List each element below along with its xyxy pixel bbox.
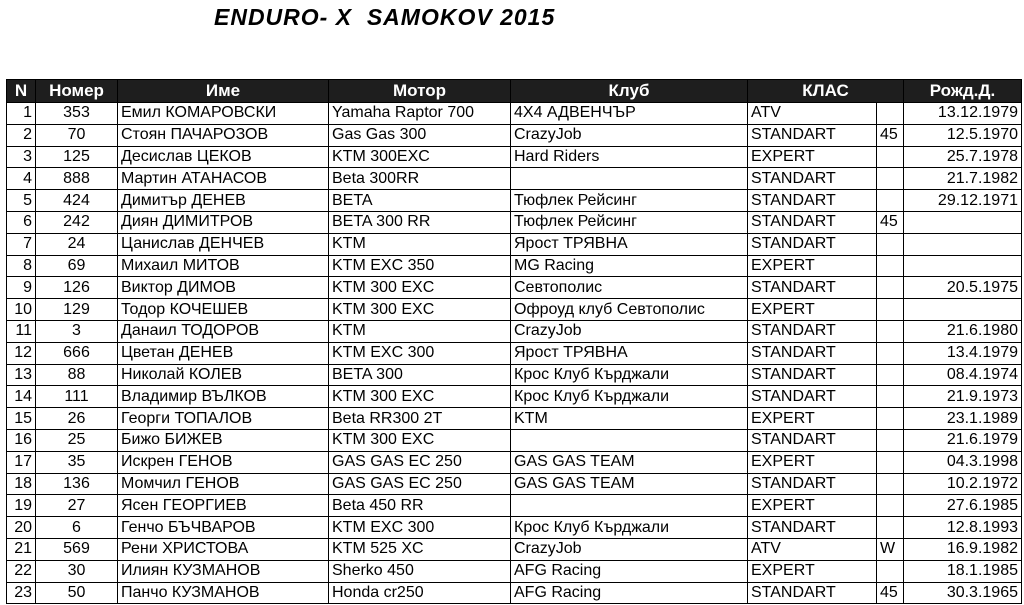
cell-club: CrazyJob: [511, 538, 748, 560]
cell-class: STANDART: [748, 386, 877, 408]
cell-n: 7: [7, 233, 36, 255]
cell-number: 30: [36, 560, 118, 582]
cell-extra: [877, 495, 904, 517]
header-row: [7, 80, 1022, 103]
table-row: [7, 190, 1022, 212]
cell-n: 22: [7, 560, 36, 582]
cell-name: Ясен ГЕОРГИЕВ: [118, 495, 329, 517]
cell-birth: 10.2.1972: [904, 473, 1022, 495]
table-body: [7, 103, 1022, 604]
cell-extra: [877, 451, 904, 473]
cell-motor: KTM 300 EXC: [329, 277, 511, 299]
cell-class: STANDART: [748, 124, 877, 146]
cell-class: STANDART: [748, 364, 877, 386]
cell-class: STANDART: [748, 517, 877, 539]
cell-name: Цветан ДЕНЕВ: [118, 342, 329, 364]
cell-n: 23: [7, 582, 36, 604]
cell-class: EXPERT: [748, 451, 877, 473]
cell-extra: [877, 408, 904, 430]
cell-name: Искрен ГЕНОВ: [118, 451, 329, 473]
cell-name: Данаил ТОДОРОВ: [118, 320, 329, 342]
cell-extra: W: [877, 538, 904, 560]
cell-class: ATV: [748, 103, 877, 125]
cell-club: GAS GAS TEAM: [511, 451, 748, 473]
cell-birth: 08.4.1974: [904, 364, 1022, 386]
col-header-club: Клуб: [511, 80, 748, 103]
cell-extra: [877, 233, 904, 255]
cell-birth: 12.8.1993: [904, 517, 1022, 539]
cell-motor: Beta 300RR: [329, 168, 511, 190]
cell-class: EXPERT: [748, 299, 877, 321]
table-row: [7, 495, 1022, 517]
cell-number: 424: [36, 190, 118, 212]
cell-birth: 18.1.1985: [904, 560, 1022, 582]
cell-birth: 04.3.1998: [904, 451, 1022, 473]
cell-birth: 12.5.1970: [904, 124, 1022, 146]
table-row: [7, 124, 1022, 146]
cell-birth: [904, 255, 1022, 277]
table-row: [7, 364, 1022, 386]
page-title: ENDURO- X SAMOKOV 2015: [214, 4, 556, 30]
participants-table: [6, 79, 1022, 604]
cell-name: Цанислав ДЕНЧЕВ: [118, 233, 329, 255]
cell-club: CrazyJob: [511, 124, 748, 146]
cell-class: EXPERT: [748, 408, 877, 430]
cell-motor: KTM EXC 300: [329, 342, 511, 364]
cell-birth: 20.5.1975: [904, 277, 1022, 299]
cell-birth: 16.9.1982: [904, 538, 1022, 560]
cell-n: 16: [7, 429, 36, 451]
cell-club: GAS GAS TEAM: [511, 473, 748, 495]
cell-n: 15: [7, 408, 36, 430]
table-row: [7, 386, 1022, 408]
col-header-n: N: [7, 80, 36, 103]
cell-extra: 45: [877, 582, 904, 604]
cell-motor: KTM 300 EXC: [329, 386, 511, 408]
cell-class: EXPERT: [748, 495, 877, 517]
cell-number: 129: [36, 299, 118, 321]
cell-birth: 25.7.1978: [904, 146, 1022, 168]
cell-name: Михаил МИТОВ: [118, 255, 329, 277]
cell-motor: GAS GAS EC 250: [329, 473, 511, 495]
cell-name: Николай КОЛЕВ: [118, 364, 329, 386]
cell-birth: 13.4.1979: [904, 342, 1022, 364]
cell-n: 2: [7, 124, 36, 146]
cell-number: 111: [36, 386, 118, 408]
cell-number: 24: [36, 233, 118, 255]
cell-club: 4X4 АДВЕНЧЪР: [511, 103, 748, 125]
cell-name: Момчил ГЕНОВ: [118, 473, 329, 495]
cell-number: 50: [36, 582, 118, 604]
cell-n: 21: [7, 538, 36, 560]
cell-motor: Yamaha Raptor 700: [329, 103, 511, 125]
cell-n: 13: [7, 364, 36, 386]
cell-motor: Beta RR300 2T: [329, 408, 511, 430]
cell-motor: KTM EXC 300: [329, 517, 511, 539]
cell-motor: Beta 450 RR: [329, 495, 511, 517]
cell-name: Владимир ВЪЛКОВ: [118, 386, 329, 408]
cell-motor: Sherko 450: [329, 560, 511, 582]
table-row: [7, 320, 1022, 342]
cell-n: 6: [7, 211, 36, 233]
cell-number: 666: [36, 342, 118, 364]
cell-extra: [877, 473, 904, 495]
cell-motor: Gas Gas 300: [329, 124, 511, 146]
cell-number: 69: [36, 255, 118, 277]
cell-name: Виктор ДИМОВ: [118, 277, 329, 299]
table-row: [7, 342, 1022, 364]
cell-n: 10: [7, 299, 36, 321]
cell-n: 17: [7, 451, 36, 473]
table-row: [7, 582, 1022, 604]
cell-n: 19: [7, 495, 36, 517]
cell-class: EXPERT: [748, 255, 877, 277]
table-row: [7, 211, 1022, 233]
cell-birth: 27.6.1985: [904, 495, 1022, 517]
col-header-motor: Мотор: [329, 80, 511, 103]
cell-extra: [877, 429, 904, 451]
cell-motor: KTM EXC 350: [329, 255, 511, 277]
cell-class: STANDART: [748, 168, 877, 190]
cell-name: Мартин АТАНАСОВ: [118, 168, 329, 190]
cell-birth: 21.6.1979: [904, 429, 1022, 451]
cell-motor: BETA 300: [329, 364, 511, 386]
cell-class: STANDART: [748, 582, 877, 604]
col-header-birth: Рожд.Д.: [904, 80, 1022, 103]
cell-extra: [877, 103, 904, 125]
cell-club: Севтополис: [511, 277, 748, 299]
cell-name: Рени ХРИСТОВА: [118, 538, 329, 560]
cell-class: STANDART: [748, 429, 877, 451]
cell-extra: [877, 320, 904, 342]
cell-number: 242: [36, 211, 118, 233]
cell-class: STANDART: [748, 190, 877, 212]
cell-n: 18: [7, 473, 36, 495]
cell-number: 125: [36, 146, 118, 168]
cell-number: 136: [36, 473, 118, 495]
cell-number: 26: [36, 408, 118, 430]
cell-number: 88: [36, 364, 118, 386]
cell-club: CrazyJob: [511, 320, 748, 342]
table-row: [7, 168, 1022, 190]
table-row: [7, 255, 1022, 277]
cell-birth: [904, 211, 1022, 233]
table-row: [7, 517, 1022, 539]
cell-extra: [877, 190, 904, 212]
cell-motor: KTM 300 EXC: [329, 429, 511, 451]
cell-club: Ярост ТРЯВНА: [511, 233, 748, 255]
table-row: [7, 103, 1022, 125]
cell-club: AFG Racing: [511, 560, 748, 582]
cell-n: 14: [7, 386, 36, 408]
cell-name: Димитър ДЕНЕВ: [118, 190, 329, 212]
cell-birth: 30.3.1965: [904, 582, 1022, 604]
cell-birth: [904, 233, 1022, 255]
cell-class: STANDART: [748, 473, 877, 495]
cell-name: Диян ДИМИТРОВ: [118, 211, 329, 233]
col-header-number: Номер: [36, 80, 118, 103]
cell-extra: [877, 386, 904, 408]
cell-number: 569: [36, 538, 118, 560]
cell-motor: KTM: [329, 233, 511, 255]
table-row: [7, 233, 1022, 255]
cell-club: Крос Клуб Кърджали: [511, 386, 748, 408]
cell-birth: 21.9.1973: [904, 386, 1022, 408]
cell-club: Крос Клуб Кърджали: [511, 517, 748, 539]
table-row: [7, 146, 1022, 168]
table-row: [7, 538, 1022, 560]
cell-motor: BETA: [329, 190, 511, 212]
cell-name: Емил КОМАРОВСКИ: [118, 103, 329, 125]
cell-class: STANDART: [748, 320, 877, 342]
cell-n: 9: [7, 277, 36, 299]
cell-class: ATV: [748, 538, 877, 560]
cell-number: 25: [36, 429, 118, 451]
cell-extra: [877, 277, 904, 299]
table-row: [7, 560, 1022, 582]
table-row: [7, 473, 1022, 495]
cell-club: Тюфлек Рейсинг: [511, 211, 748, 233]
cell-birth: [904, 299, 1022, 321]
table-row: [7, 299, 1022, 321]
cell-extra: [877, 560, 904, 582]
cell-class: STANDART: [748, 233, 877, 255]
cell-name: Панчо КУЗМАНОВ: [118, 582, 329, 604]
cell-n: 4: [7, 168, 36, 190]
cell-number: 6: [36, 517, 118, 539]
cell-extra: [877, 299, 904, 321]
cell-n: 12: [7, 342, 36, 364]
col-header-class: КЛАС: [748, 80, 904, 103]
cell-club: Тюфлек Рейсинг: [511, 190, 748, 212]
cell-number: 27: [36, 495, 118, 517]
cell-motor: Honda cr250: [329, 582, 511, 604]
cell-club: Hard Riders: [511, 146, 748, 168]
cell-class: STANDART: [748, 277, 877, 299]
cell-n: 5: [7, 190, 36, 212]
cell-n: 3: [7, 146, 36, 168]
cell-club: Крос Клуб Кърджали: [511, 364, 748, 386]
cell-club: [511, 495, 748, 517]
cell-birth: 21.6.1980: [904, 320, 1022, 342]
cell-motor: KTM: [329, 320, 511, 342]
cell-n: 20: [7, 517, 36, 539]
cell-class: STANDART: [748, 342, 877, 364]
cell-class: EXPERT: [748, 146, 877, 168]
cell-birth: 21.7.1982: [904, 168, 1022, 190]
cell-extra: [877, 168, 904, 190]
cell-club: Офроуд клуб Севтополис: [511, 299, 748, 321]
cell-birth: 13.12.1979: [904, 103, 1022, 125]
cell-club: MG Racing: [511, 255, 748, 277]
cell-class: EXPERT: [748, 560, 877, 582]
cell-number: 70: [36, 124, 118, 146]
cell-name: Илиян КУЗМАНОВ: [118, 560, 329, 582]
cell-number: 888: [36, 168, 118, 190]
cell-extra: [877, 146, 904, 168]
table-row: [7, 451, 1022, 473]
cell-name: Георги ТОПАЛОВ: [118, 408, 329, 430]
table-row: [7, 408, 1022, 430]
cell-club: AFG Racing: [511, 582, 748, 604]
table-row: [7, 277, 1022, 299]
cell-motor: KTM 300EXC: [329, 146, 511, 168]
cell-club: Ярост ТРЯВНА: [511, 342, 748, 364]
cell-club: [511, 168, 748, 190]
cell-n: 1: [7, 103, 36, 125]
cell-number: 35: [36, 451, 118, 473]
table-row: [7, 429, 1022, 451]
cell-n: 8: [7, 255, 36, 277]
cell-extra: [877, 364, 904, 386]
cell-motor: KTM 525 XC: [329, 538, 511, 560]
cell-club: KTM: [511, 408, 748, 430]
cell-birth: 23.1.1989: [904, 408, 1022, 430]
cell-extra: [877, 517, 904, 539]
cell-name: Генчо БЪЧВАРОВ: [118, 517, 329, 539]
col-header-name: Име: [118, 80, 329, 103]
cell-name: Десислав ЦЕКОВ: [118, 146, 329, 168]
cell-number: 353: [36, 103, 118, 125]
cell-name: Стоян ПАЧАРОЗОВ: [118, 124, 329, 146]
cell-class: STANDART: [748, 211, 877, 233]
cell-name: Бижо БИЖЕВ: [118, 429, 329, 451]
cell-birth: 29.12.1971: [904, 190, 1022, 212]
cell-motor: BETA 300 RR: [329, 211, 511, 233]
cell-extra: 45: [877, 211, 904, 233]
cell-name: Тодор КОЧЕШЕВ: [118, 299, 329, 321]
cell-club: [511, 429, 748, 451]
cell-motor: KTM 300 EXC: [329, 299, 511, 321]
cell-extra: [877, 255, 904, 277]
cell-n: 11: [7, 320, 36, 342]
cell-number: 3: [36, 320, 118, 342]
cell-motor: GAS GAS EC 250: [329, 451, 511, 473]
cell-extra: 45: [877, 124, 904, 146]
cell-number: 126: [36, 277, 118, 299]
cell-extra: [877, 342, 904, 364]
